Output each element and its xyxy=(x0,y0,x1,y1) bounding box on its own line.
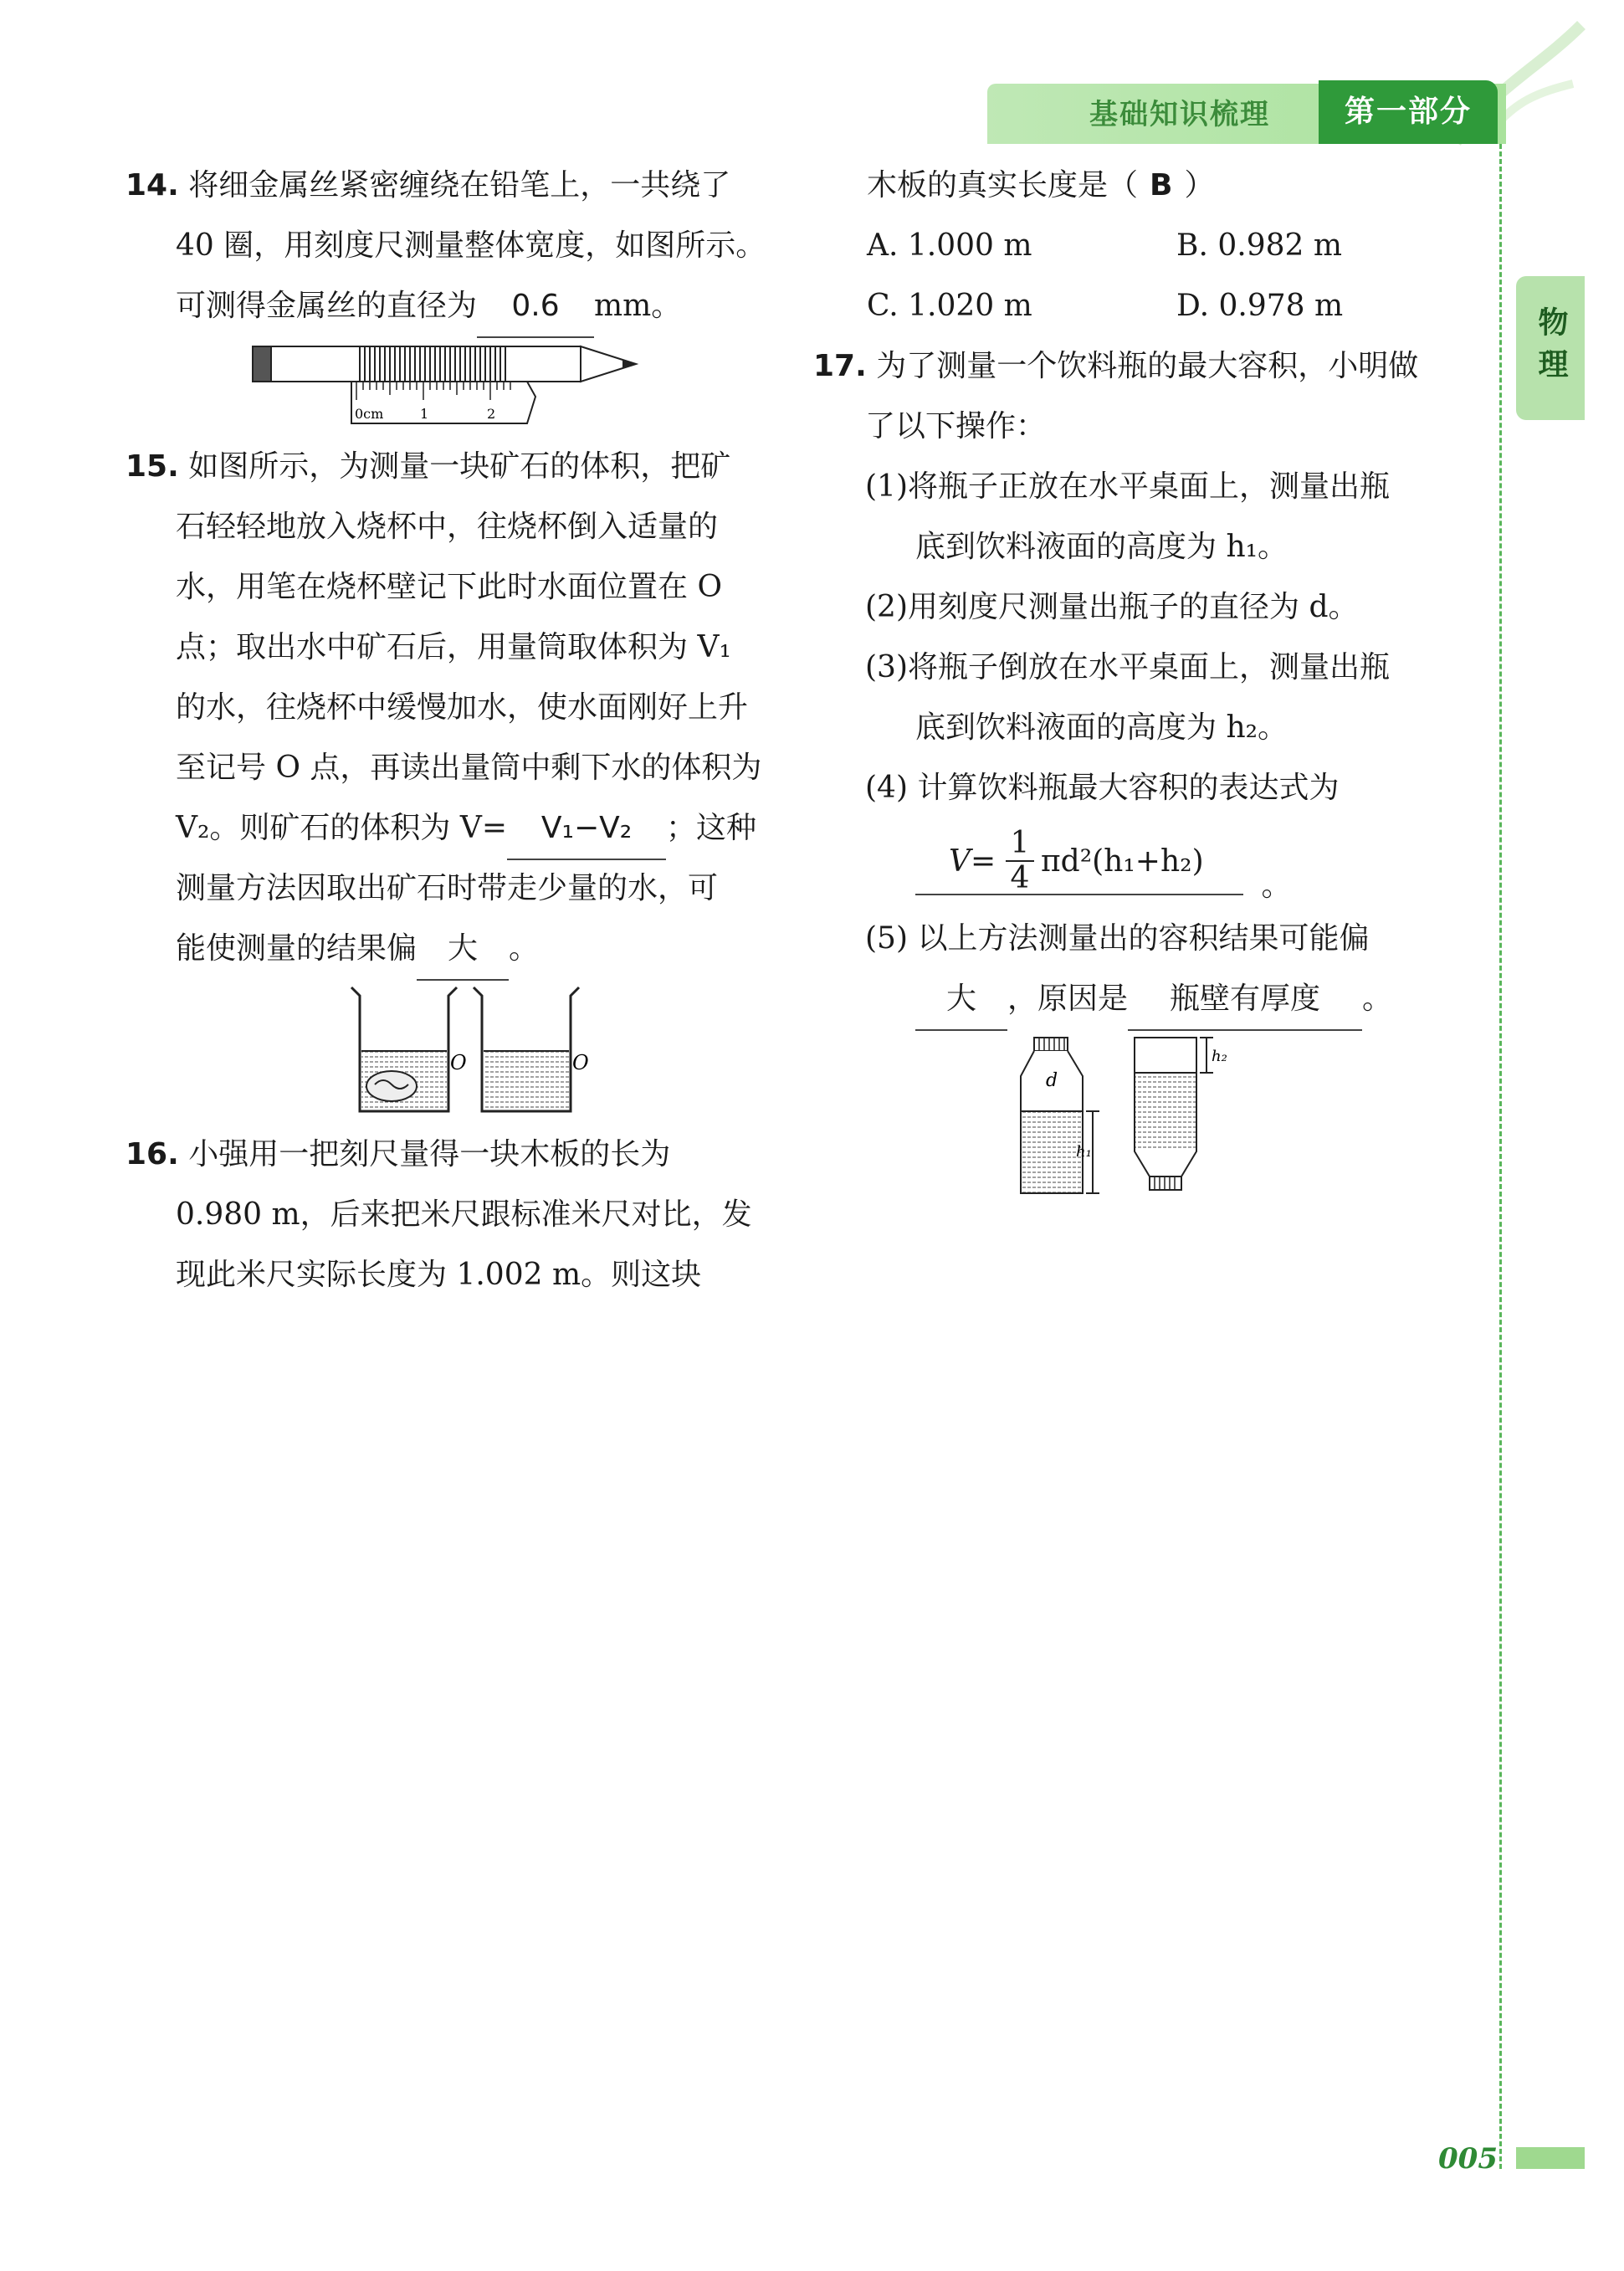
ruler-label-0: 0cm xyxy=(355,406,384,422)
page-number-bar xyxy=(1516,2147,1585,2169)
beaker-mark-o-left: O xyxy=(450,1051,467,1074)
q14-line2: 40 圈，用刻度尺测量整体宽度，如图所示。 xyxy=(176,228,766,263)
q16-line2: 0.980 m，后来把米尺跟标准米尺对比，发 xyxy=(176,1197,752,1232)
header-part-label: 第一部分 xyxy=(1319,80,1498,144)
page-number: 005 xyxy=(1438,2142,1498,2176)
q17-step4a: (4) 计算饮料瓶最大容积的表达式为 xyxy=(865,771,1340,805)
margin-dashed-rule xyxy=(1499,144,1502,2169)
header-title: 基础知识梳理 xyxy=(1089,98,1270,131)
q17-step1a: (1)将瓶子正放在水平桌面上，测量出瓶 xyxy=(865,469,1390,504)
q15-line8: 测量方法因取出矿石时带走少量的水，可 xyxy=(176,871,719,905)
q15-number: 15. xyxy=(126,449,179,484)
q15-line4: 点；取出水中矿石后，用量筒取体积为 V₁ xyxy=(176,630,731,664)
ruler-label-1: 1 xyxy=(420,406,429,422)
q16-option-a: A. 1.000 m xyxy=(867,228,1032,263)
q14-line1: 14. 将细金属丝紧密缠绕在铅笔上，一共绕了 xyxy=(126,168,731,202)
q17-step1b: 底到饮料液面的高度为 h₁。 xyxy=(915,530,1288,564)
pencil-ruler-figure xyxy=(251,343,644,427)
bottle-label-h1: h₁ xyxy=(1076,1143,1092,1161)
bottle-label-d: d xyxy=(1046,1070,1058,1091)
q15-answer-bias-blank: 大 xyxy=(417,919,509,981)
q17-step3b: 底到饮料液面的高度为 h₂。 xyxy=(915,710,1288,745)
q15-line2: 石轻轻地放入烧杯中，往烧杯倒入适量的 xyxy=(176,510,719,544)
bottle-figure xyxy=(1012,1034,1247,1202)
q16-line1: 16. 小强用一把刻尺量得一块木板的长为 xyxy=(126,1137,671,1171)
q15-line6: 至记号 O 点，再读出量筒中剩下水的体积为 xyxy=(176,751,762,785)
q15-line5: 的水，往烧杯中缓慢加水，使水面刚好上升 xyxy=(176,690,749,725)
q17-line2: 了以下操作： xyxy=(865,409,1047,443)
q16-answer: B xyxy=(1150,168,1173,202)
ruler-label-2: 2 xyxy=(487,406,496,422)
q16-option-c: C. 1.020 m xyxy=(867,289,1032,323)
bottle-label-h2: h₂ xyxy=(1212,1048,1227,1065)
q17-line1: 17. 为了测量一个饮料瓶的最大容积，小明做 xyxy=(813,349,1419,383)
q17-number: 17. xyxy=(813,349,867,383)
q16-line3: 现此米尺实际长度为 1.002 m。则这块 xyxy=(176,1258,702,1292)
q17-step5a: (5) 以上方法测量出的容积结果可能偏 xyxy=(865,921,1370,956)
q14-number: 14. xyxy=(126,168,179,202)
q17-step3a: (3)将瓶子倒放在水平桌面上，测量出瓶 xyxy=(865,650,1390,684)
beaker-figure xyxy=(350,984,601,1118)
q17-formula-blank: V= 1 4 πd²(h₁+h₂) xyxy=(915,827,1243,895)
q16-option-b: B. 0.982 m xyxy=(1176,228,1342,263)
q15-line1: 15. 如图所示，为测量一块矿石的体积，把矿 xyxy=(126,449,731,484)
q15-answer-volume-blank: V₁−V₂ xyxy=(507,798,666,860)
q17-answer-bias-blank: 大 xyxy=(915,969,1007,1031)
q17-formula-line: V= 1 4 πd²(h₁+h₂) 。 xyxy=(915,827,1291,903)
q15-line3: 水，用笔在烧杯壁记下此时水面位置在 O xyxy=(176,570,722,604)
q16-number: 16. xyxy=(126,1137,179,1171)
q15-line9: 能使测量的结果偏 大 。 xyxy=(176,919,539,981)
q17-answer-reason-blank: 瓶壁有厚度 xyxy=(1128,969,1362,1031)
beaker-mark-o-right: O xyxy=(572,1051,589,1074)
q17-step5b: 大 ，原因是 瓶壁有厚度 。 xyxy=(915,969,1392,1031)
q17-step2: (2)用刻度尺测量出瓶子的直径为 d。 xyxy=(865,590,1359,624)
q14-answer-blank: 0.6 xyxy=(477,276,594,338)
q15-line7: V₂。则矿石的体积为 V= V₁−V₂ ；这种 xyxy=(176,798,756,860)
subject-side-tab: 物理 xyxy=(1516,276,1585,420)
q16-line4: 木板的真实长度是（ B ） xyxy=(867,168,1215,202)
q14-line3: 可测得金属丝的直径为 0.6 mm。 xyxy=(176,276,681,338)
q16-option-d: D. 0.978 m xyxy=(1176,289,1344,323)
